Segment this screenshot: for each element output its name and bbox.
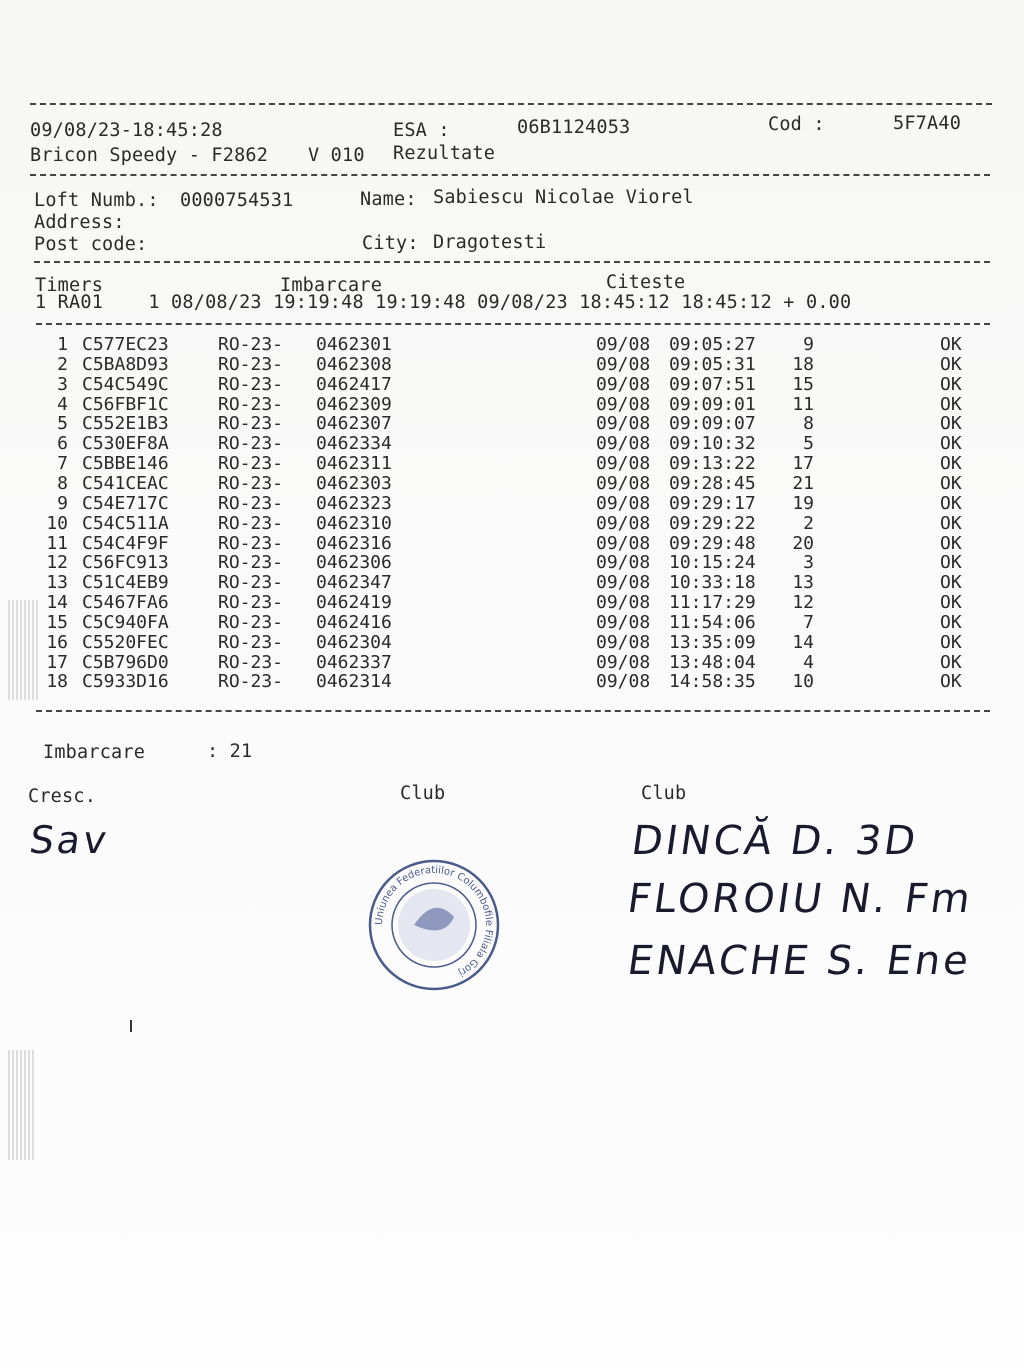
club-signature-dinca: DINCĂ D. 3D	[628, 818, 922, 864]
basket-position: 3	[803, 552, 814, 574]
arrival-date: 09/08	[596, 611, 651, 633]
result-row	[0, 533, 1024, 553]
row-index: 3	[57, 373, 68, 395]
ring-series: RO-23-	[218, 532, 284, 554]
arrival-date: 09/08	[596, 472, 651, 494]
chip-id: C54E717C	[82, 492, 169, 514]
status-ok: OK	[940, 671, 962, 693]
row-index: 12	[46, 552, 68, 574]
row-index: 8	[57, 472, 68, 494]
basket-position: 14	[792, 631, 814, 653]
chip-id: C5C940FA	[82, 611, 169, 633]
chip-id: C5467FA6	[82, 592, 169, 614]
result-row	[0, 453, 1024, 473]
chip-id: C577EC23	[82, 334, 169, 355]
status-ok: OK	[940, 552, 962, 574]
ring-number: 0462304	[316, 631, 392, 653]
divider-loft	[34, 261, 990, 263]
loft-number-value: 0000754531	[180, 190, 294, 211]
ring-series: RO-23-	[218, 592, 284, 614]
result-row	[0, 513, 1024, 533]
ring-series: RO-23-	[218, 353, 284, 375]
ring-number: 0462310	[316, 512, 392, 534]
status-ok: OK	[940, 353, 962, 375]
ring-number: 0462303	[316, 472, 392, 494]
arrival-date: 09/08	[596, 433, 651, 455]
name-label: Name:	[360, 189, 417, 210]
status-ok: OK	[940, 492, 962, 514]
arrival-time: 11:54:06	[669, 611, 756, 633]
status-ok: OK	[940, 611, 962, 633]
row-index: 17	[46, 651, 68, 673]
timer-line: 1 RA01 1 08/08/23 19:19:48 19:19:48 09/08/23 18:45:12 18:45:12 + 0.00	[35, 292, 852, 313]
basket-position: 13	[792, 572, 814, 594]
arrival-date: 09/08	[596, 373, 651, 395]
arrival-date: 09/08	[596, 592, 651, 614]
basket-position: 17	[792, 453, 814, 475]
arrival-time: 11:17:29	[669, 592, 756, 614]
result-row	[0, 572, 1024, 592]
ring-series: RO-23-	[218, 631, 284, 653]
row-index: 16	[46, 631, 68, 653]
arrival-date: 09/08	[596, 512, 651, 534]
row-index: 11	[46, 532, 68, 554]
ring-series: RO-23-	[218, 472, 284, 494]
breeder-signature: Sav	[26, 818, 112, 862]
arrival-time: 14:58:35	[669, 671, 756, 693]
chip-id: C541CEAC	[82, 472, 169, 494]
ring-series: RO-23-	[218, 413, 284, 435]
ring-series: RO-23-	[218, 512, 284, 534]
status-ok: OK	[940, 532, 962, 554]
ring-number: 0462337	[316, 651, 392, 673]
ring-series: RO-23-	[218, 552, 284, 574]
city-label: City:	[362, 233, 419, 254]
arrival-time: 09:13:22	[669, 453, 756, 475]
divider-header	[30, 174, 990, 176]
address-label: Address:	[34, 212, 125, 233]
row-index: 15	[46, 611, 68, 633]
divider-timers	[36, 323, 990, 325]
club-label-1: Club	[400, 783, 446, 804]
status-ok: OK	[940, 512, 962, 534]
ring-number: 0462301	[316, 334, 392, 355]
result-row	[0, 652, 1024, 672]
print-datetime: 09/08/23-18:45:28	[30, 120, 223, 141]
arrival-date: 09/08	[596, 334, 651, 355]
ring-series: RO-23-	[218, 611, 284, 633]
arrival-date: 09/08	[596, 572, 651, 594]
result-row	[0, 493, 1024, 513]
status-ok: OK	[940, 572, 962, 594]
arrival-date: 09/08	[596, 453, 651, 475]
result-row	[0, 334, 1024, 354]
ring-series: RO-23-	[218, 572, 284, 594]
chip-id: C5520FEC	[82, 631, 169, 653]
ring-series: RO-23-	[218, 492, 284, 514]
status-ok: OK	[940, 472, 962, 494]
ring-number: 0462306	[316, 552, 392, 574]
arrival-time: 09:29:22	[669, 512, 756, 534]
arrival-date: 09/08	[596, 631, 651, 653]
arrival-time: 10:33:18	[669, 572, 756, 594]
row-index: 18	[46, 671, 68, 693]
arrival-date: 09/08	[596, 492, 651, 514]
imbarcare-total-label: Imbarcare	[43, 742, 146, 763]
chip-id: C56FC913	[82, 552, 169, 574]
ring-number: 0462419	[316, 592, 392, 614]
status-ok: OK	[940, 334, 962, 355]
ink-mark	[130, 1020, 132, 1032]
arrival-time: 09:29:48	[669, 532, 756, 554]
status-ok: OK	[940, 592, 962, 614]
result-row	[0, 671, 1024, 691]
imbarcare-total-value: : 21	[207, 741, 253, 762]
result-row	[0, 473, 1024, 493]
row-index: 14	[46, 592, 68, 614]
arrival-time: 09:09:07	[669, 413, 756, 435]
basket-position: 12	[792, 592, 814, 614]
chip-id: C5933D16	[82, 671, 169, 693]
arrival-time: 09:09:01	[669, 393, 756, 415]
status-ok: OK	[940, 413, 962, 435]
loft-number-label: Loft Numb.:	[34, 190, 159, 211]
basket-position: 8	[803, 413, 814, 435]
scan-smudge	[8, 600, 38, 700]
chip-id: C530EF8A	[82, 433, 169, 455]
arrival-time: 09:07:51	[669, 373, 756, 395]
chip-id: C5BA8D93	[82, 353, 169, 375]
chip-id: C552E1B3	[82, 413, 169, 435]
arrival-date: 09/08	[596, 552, 651, 574]
ring-number: 0462334	[316, 433, 392, 455]
basket-position: 18	[792, 353, 814, 375]
esa-label: ESA :	[393, 120, 450, 141]
arrival-date: 09/08	[596, 532, 651, 554]
ring-number: 0462417	[316, 373, 392, 395]
ring-number: 0462416	[316, 611, 392, 633]
basket-position: 21	[792, 472, 814, 494]
arrival-date: 09/08	[596, 413, 651, 435]
row-index: 10	[46, 512, 68, 534]
club-stamp-seal	[364, 855, 504, 995]
chip-id: C54C511A	[82, 512, 169, 534]
timers-label: Timers	[35, 275, 104, 296]
basket-position: 20	[792, 532, 814, 554]
result-row	[0, 552, 1024, 572]
ring-number: 0462307	[316, 413, 392, 435]
cod-label: Cod :	[768, 114, 825, 135]
status-ok: OK	[940, 453, 962, 475]
ring-series: RO-23-	[218, 393, 284, 415]
arrival-time: 09:28:45	[669, 472, 756, 494]
chip-id: C54C4F9F	[82, 532, 169, 554]
arrival-time: 13:48:04	[669, 651, 756, 673]
arrival-date: 09/08	[596, 651, 651, 673]
imbarcare-header: Imbarcare	[280, 275, 383, 296]
basket-position: 15	[792, 373, 814, 395]
ring-series: RO-23-	[218, 433, 284, 455]
ring-number: 0462314	[316, 671, 392, 693]
status-ok: OK	[940, 393, 962, 415]
arrival-time: 09:10:32	[669, 433, 756, 455]
ring-number: 0462311	[316, 453, 392, 475]
ring-series: RO-23-	[218, 373, 284, 395]
status-ok: OK	[940, 373, 962, 395]
ring-number: 0462316	[316, 532, 392, 554]
postcode-label: Post code:	[34, 234, 148, 255]
club-signature-floroiu: FLOROIU N. Fm	[624, 876, 976, 922]
result-row	[0, 592, 1024, 612]
arrival-date: 09/08	[596, 393, 651, 415]
row-index: 4	[57, 393, 68, 415]
status-ok: OK	[940, 651, 962, 673]
cod-value: 5F7A40	[893, 113, 962, 134]
club-signature-enache: ENACHE S. Ene	[624, 938, 975, 984]
result-row	[0, 433, 1024, 453]
arrival-date: 09/08	[596, 353, 651, 375]
chip-id: C5B796D0	[82, 651, 169, 673]
ring-number: 0462323	[316, 492, 392, 514]
chip-id: C54C549C	[82, 373, 169, 395]
esa-value: 06B1124053	[517, 117, 631, 138]
chip-id: C56FBF1C	[82, 393, 169, 415]
divider-top	[30, 103, 992, 105]
ring-series: RO-23-	[218, 671, 284, 693]
basket-position: 2	[803, 512, 814, 534]
basket-position: 11	[792, 393, 814, 415]
result-row	[0, 632, 1024, 652]
row-index: 6	[57, 433, 68, 455]
device-name: Bricon Speedy - F2862	[30, 145, 269, 166]
name-value: Sabiescu Nicolae Viorel	[433, 187, 694, 208]
arrival-date: 09/08	[596, 671, 651, 693]
divider-results	[36, 710, 990, 712]
basket-position: 5	[803, 433, 814, 455]
chip-id: C5BBE146	[82, 453, 169, 475]
status-ok: OK	[940, 433, 962, 455]
row-index: 2	[57, 353, 68, 375]
arrival-time: 09:05:31	[669, 353, 756, 375]
city-value: Dragotesti	[433, 232, 547, 253]
club-label-2: Club	[641, 783, 687, 804]
scan-smudge	[8, 1050, 36, 1160]
citeste-header: Citeste	[606, 272, 686, 293]
basket-position: 19	[792, 492, 814, 514]
arrival-time: 10:15:24	[669, 552, 756, 574]
result-row	[0, 354, 1024, 374]
row-index: 1	[57, 334, 68, 355]
firmware-version: V 010	[308, 145, 365, 166]
chip-id: C51C4EB9	[82, 572, 169, 594]
basket-position: 7	[803, 611, 814, 633]
arrival-time: 09:29:17	[669, 492, 756, 514]
report-type: Rezultate	[393, 143, 496, 164]
ring-number: 0462347	[316, 572, 392, 594]
row-index: 5	[57, 413, 68, 435]
result-row	[0, 374, 1024, 394]
ring-series: RO-23-	[218, 453, 284, 475]
row-index: 9	[57, 492, 68, 514]
ring-number: 0462308	[316, 353, 392, 375]
result-row	[0, 413, 1024, 433]
basket-position: 4	[803, 651, 814, 673]
result-row	[0, 394, 1024, 414]
row-index: 13	[46, 572, 68, 594]
cresc-label: Cresc.	[28, 786, 97, 807]
ring-number: 0462309	[316, 393, 392, 415]
basket-position: 9	[803, 334, 814, 355]
result-row	[0, 612, 1024, 632]
arrival-time: 09:05:27	[669, 334, 756, 355]
ring-series: RO-23-	[218, 334, 284, 355]
arrival-time: 13:35:09	[669, 631, 756, 653]
row-index: 7	[57, 453, 68, 475]
status-ok: OK	[940, 631, 962, 653]
ring-series: RO-23-	[218, 651, 284, 673]
stamp-text: Uniunea Federatiilor Columbofile Filiala Gorj	[373, 864, 495, 979]
basket-position: 10	[792, 671, 814, 693]
